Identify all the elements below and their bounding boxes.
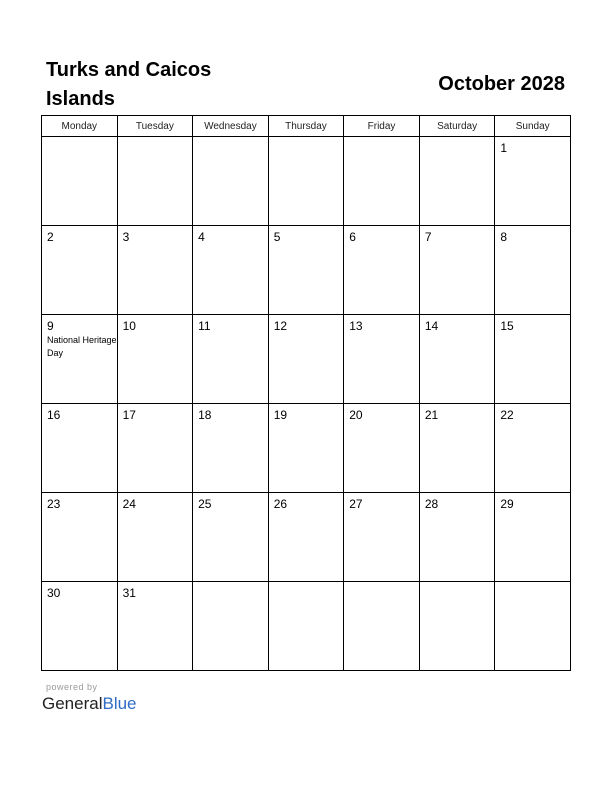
calendar-day-cell [117,404,193,493]
day-number: 13 [349,319,363,333]
calendar-day-cell [495,315,571,404]
calendar-empty-cell [419,582,495,671]
day-number: 17 [122,408,136,422]
weekday-header: Thursday [268,116,344,137]
calendar-day-cell [193,404,269,493]
weekday-header: Friday [344,116,420,137]
calendar-day-cell [117,226,193,315]
day-number: 16 [47,408,61,422]
day-number: 12 [273,319,288,333]
calendar-day-cell [42,315,118,404]
day-number: 8 [500,230,508,244]
day-number: 7 [424,230,432,244]
calendar-empty-cell [268,582,344,671]
day-number: 29 [500,497,514,511]
calendar-empty-cell [495,582,571,671]
calendar-day-cell [419,493,495,582]
calendar-grid [41,115,571,671]
calendar-day-cell [495,493,571,582]
calendar-week-row [42,315,571,404]
day-number: 24 [122,497,136,511]
day-number: 15 [500,319,514,333]
calendar-empty-cell [344,137,420,226]
calendar-day-cell [419,226,495,315]
weekday-header: Wednesday [193,116,269,137]
day-number: 11 [198,319,211,333]
day-number: 1 [500,141,508,155]
day-number: 14 [424,319,439,333]
calendar-week-row [42,582,571,671]
calendar-day-cell [42,582,118,671]
day-number: 31 [122,586,136,600]
day-number: 10 [122,319,136,333]
calendar-empty-cell [42,137,118,226]
calendar-empty-cell [193,137,269,226]
calendar-day-cell [268,404,344,493]
powered-by-label: powered by [46,682,98,692]
calendar-empty-cell [117,137,193,226]
day-number: 20 [349,408,363,422]
calendar-day-cell [117,493,193,582]
calendar-day-cell [495,226,571,315]
calendar-week-row [42,404,571,493]
brand-name-blue: Blue [102,694,137,713]
brand-logo [42,694,137,714]
calendar-day-cell [268,315,344,404]
brand-name-general: General [42,694,103,713]
day-number: 18 [198,408,212,422]
calendar-day-cell [344,404,420,493]
day-number: 26 [273,497,288,511]
day-number: 28 [424,497,439,511]
calendar-day-cell [117,582,193,671]
day-number: 19 [273,408,288,422]
calendar-week-row [42,137,571,226]
calendar-day-cell [268,226,344,315]
day-number: 21 [424,408,439,422]
calendar-day-cell [419,315,495,404]
calendar-empty-cell [193,582,269,671]
calendar-month-title: October 2028 [438,73,565,95]
calendar-week-row [42,226,571,315]
calendar-day-cell [193,493,269,582]
calendar-day-cell [419,404,495,493]
day-number: 27 [349,497,363,511]
calendar-day-cell [193,226,269,315]
calendar-day-cell [117,315,193,404]
calendar-day-cell [344,493,420,582]
calendar-day-cell [495,404,571,493]
day-number: 22 [500,408,514,422]
calendar-day-cell [42,493,118,582]
day-number: 6 [349,230,356,244]
calendar-day-cell [42,226,118,315]
calendar-empty-cell [344,582,420,671]
day-number: 25 [198,497,212,511]
weekday-header: Monday [42,116,118,137]
calendar-day-cell [344,315,420,404]
calendar-day-cell [344,226,420,315]
weekday-header: Saturday [419,116,495,137]
calendar-day-cell [193,315,269,404]
day-number: 3 [122,230,130,244]
day-number: 2 [47,230,54,244]
weekday-header: Sunday [495,116,571,137]
day-number: 5 [273,230,281,244]
calendar-day-cell [495,137,571,226]
day-number: 9 [47,319,54,333]
calendar-week-row [42,493,571,582]
weekday-header: Tuesday [117,116,193,137]
day-number: 23 [47,497,61,511]
calendar-country-title: Turks and Caicos Islands [46,59,212,110]
weekday-header-row [42,116,571,137]
day-number: 4 [198,230,205,244]
holiday-label: National Heritage Day [47,335,117,358]
day-number: 30 [47,586,61,600]
calendar-day-cell [42,404,118,493]
calendar-empty-cell [419,137,495,226]
calendar-day-cell [268,493,344,582]
calendar-empty-cell [268,137,344,226]
